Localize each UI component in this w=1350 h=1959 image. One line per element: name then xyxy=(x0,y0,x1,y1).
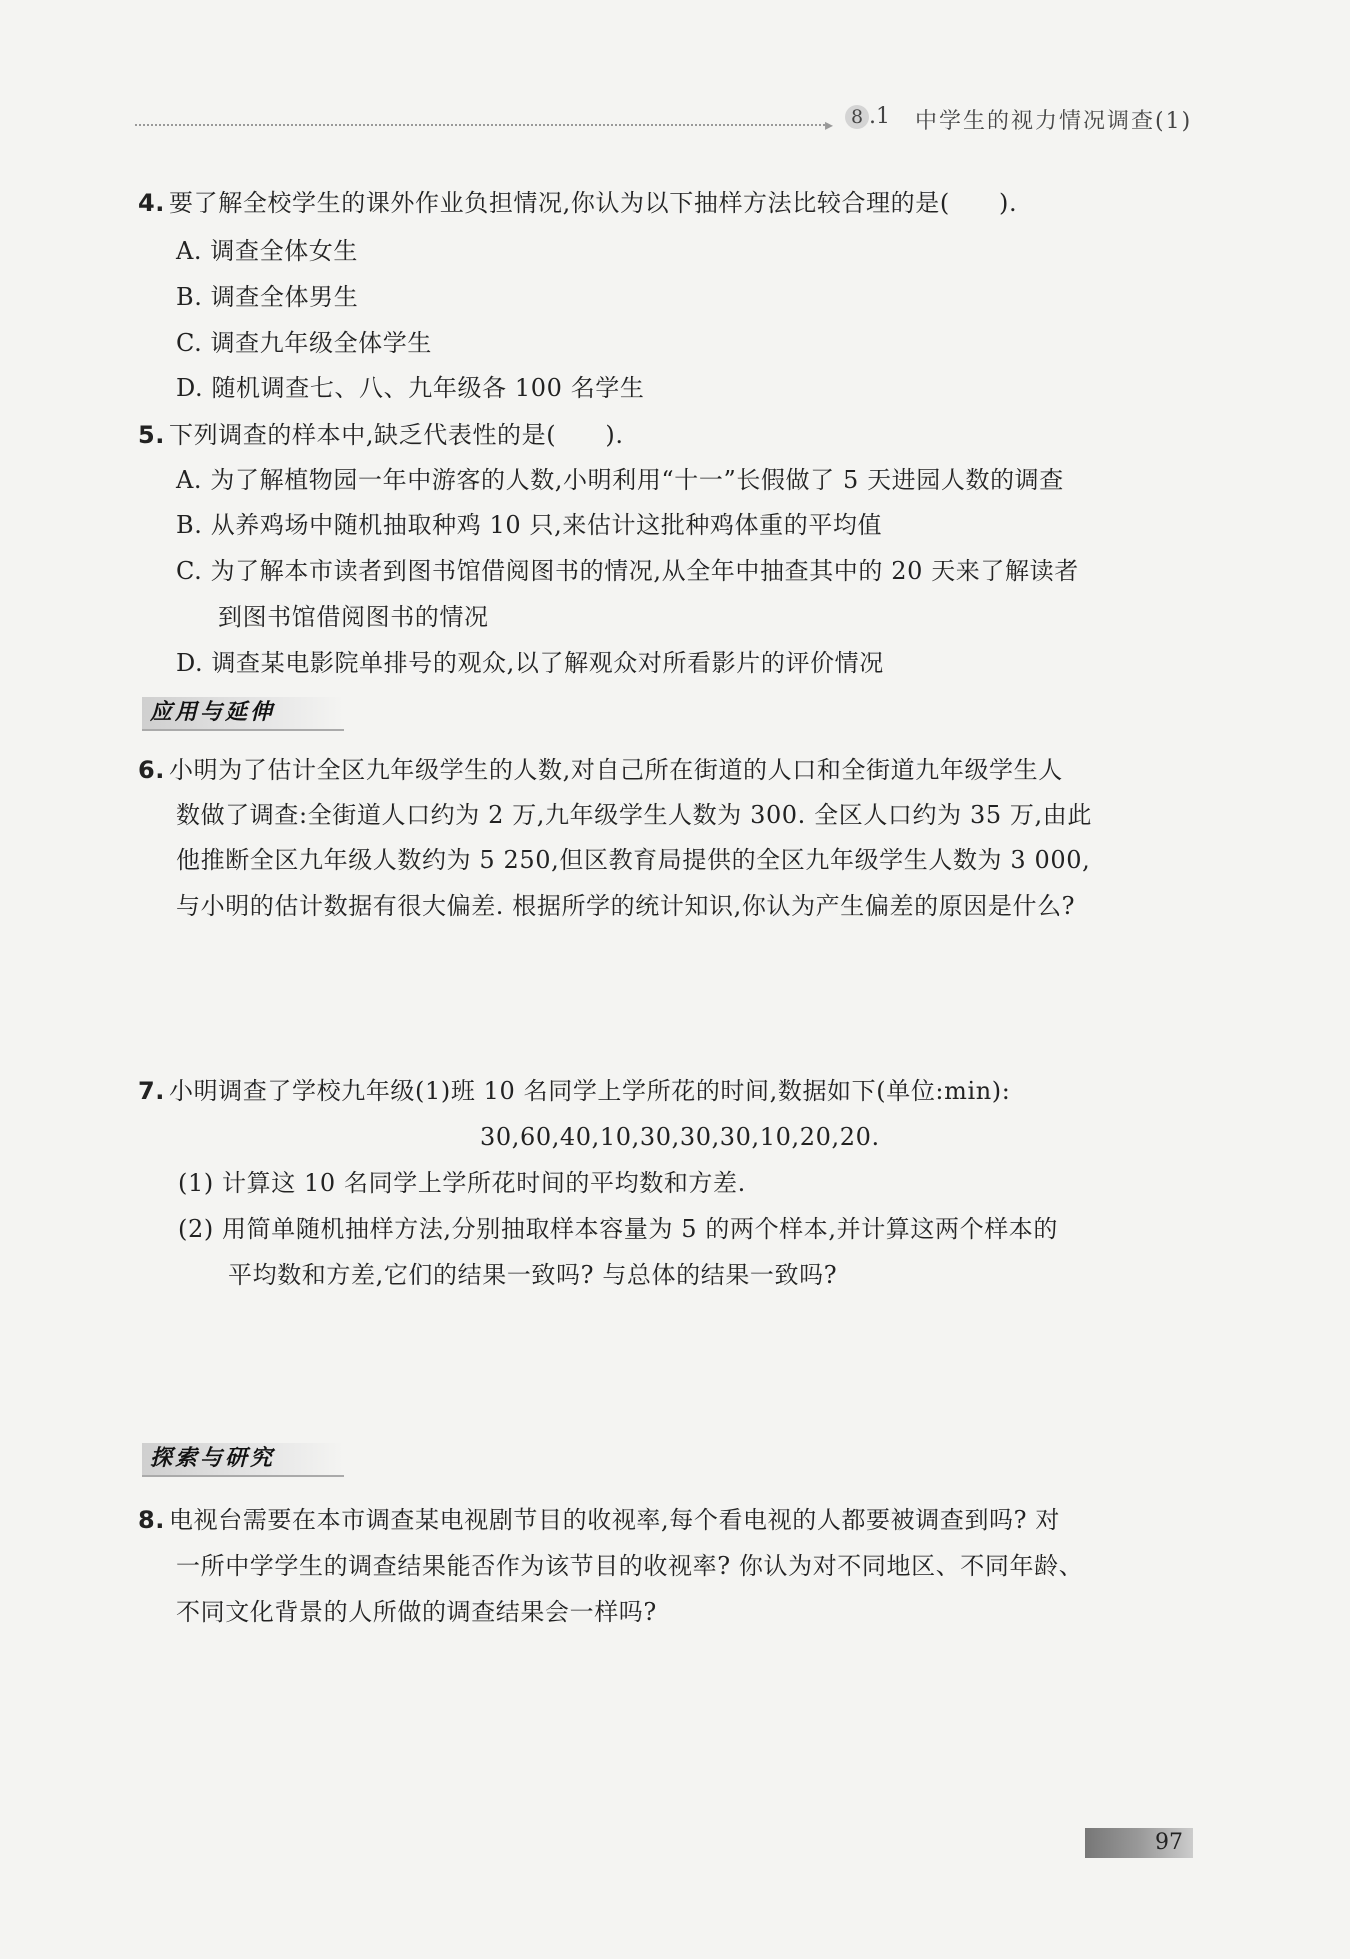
running-header xyxy=(135,104,1195,144)
q7-data: 30,60,40,10,30,30,30,10,20,20. xyxy=(480,1123,880,1151)
section-heading-application: 应用与延伸 xyxy=(142,697,344,731)
q4-stem: 要了解全校学生的课外作业负担情况,你认为以下抽样方法比较合理的是( ). xyxy=(169,189,1018,217)
section-suffix: .1 xyxy=(869,104,890,129)
q6-number: 6. xyxy=(138,756,166,784)
q6-line-4: 与小明的估计数据有很大偏差. 根据所学的统计知识,你认为产生偏差的原因是什么? xyxy=(176,892,1076,920)
q7-part-2-cont: 平均数和方差,它们的结果一致吗? 与总体的结果一致吗? xyxy=(228,1261,838,1289)
q4-option-c: C. 调查九年级全体学生 xyxy=(176,329,432,357)
q7-number: 7. xyxy=(138,1077,166,1105)
q6-line-1 xyxy=(138,755,1063,785)
q6-text-1: 小明为了估计全区九年级学生的人数,对自己所在街道的人口和全街道九年级学生人 xyxy=(169,756,1063,784)
section-heading-exploration: 探索与研究 xyxy=(142,1443,344,1477)
q8-line-1 xyxy=(138,1505,1060,1535)
q8-line-3: 不同文化背景的人所做的调查结果会一样吗? xyxy=(176,1598,657,1626)
q5-number: 5. xyxy=(138,421,166,449)
q4-option-d: D. 随机调查七、八、九年级各 100 名学生 xyxy=(176,374,645,402)
q7-stem-line xyxy=(138,1076,1010,1106)
q5-stem-line xyxy=(138,420,624,450)
q7-part-2: (2) 用简单随机抽样方法,分别抽取样本容量为 5 的两个样本,并计算这两个样本的 xyxy=(178,1215,1059,1243)
q7-stem: 小明调查了学校九年级(1)班 10 名同学上学所花的时间,数据如下(单位:min): xyxy=(169,1077,1011,1105)
q7-part-1: (1) 计算这 10 名同学上学所花时间的平均数和方差. xyxy=(178,1169,746,1197)
q5-stem: 下列调查的样本中,缺乏代表性的是( ). xyxy=(169,421,624,449)
header-dotted-rule xyxy=(135,124,825,126)
section-number xyxy=(845,104,890,129)
q8-text-1: 电视台需要在本市调查某电视剧节目的收视率,每个看电视的人都要被调查到吗? 对 xyxy=(169,1506,1060,1534)
q6-line-3: 他推断全区九年级人数约为 5 250,但区教育局提供的全区九年级学生人数为 3 000, xyxy=(176,846,1091,874)
section-title: 中学生的视力情况调查(1) xyxy=(915,109,1193,134)
q5-option-c-cont: 到图书馆借阅图书的情况 xyxy=(218,603,489,631)
q5-option-c: C. 为了解本市读者到图书馆借阅图书的情况,从全年中抽查其中的 20 天来了解读者 xyxy=(176,557,1079,585)
q4-stem-line xyxy=(138,188,1017,218)
header-arrow-icon: ▸ xyxy=(825,115,834,134)
q5-option-a: A. 为了解植物园一年中游客的人数,小明利用“十一”长假做了 5 天进园人数的调查 xyxy=(176,466,1064,494)
q4-option-a: A. 调查全体女生 xyxy=(176,237,358,265)
page-number: 97 xyxy=(1155,1830,1183,1855)
q5-option-d: D. 调查某电影院单排号的观众,以了解观众对所看影片的评价情况 xyxy=(176,649,884,677)
chapter-circle: 8 xyxy=(845,105,869,129)
q4-option-b: B. 调查全体男生 xyxy=(176,283,359,311)
q4-number: 4. xyxy=(138,189,166,217)
q5-option-b: B. 从养鸡场中随机抽取种鸡 10 只,来估计这批种鸡体重的平均值 xyxy=(176,511,883,539)
q8-number: 8. xyxy=(138,1506,166,1534)
q6-line-2: 数做了调查:全街道人口约为 2 万,九年级学生人数为 300. 全区人口约为 35 万,由此 xyxy=(176,801,1092,829)
q8-line-2: 一所中学学生的调查结果能否作为该节目的收视率? 你认为对不同地区、不同年龄、 xyxy=(176,1552,1084,1580)
